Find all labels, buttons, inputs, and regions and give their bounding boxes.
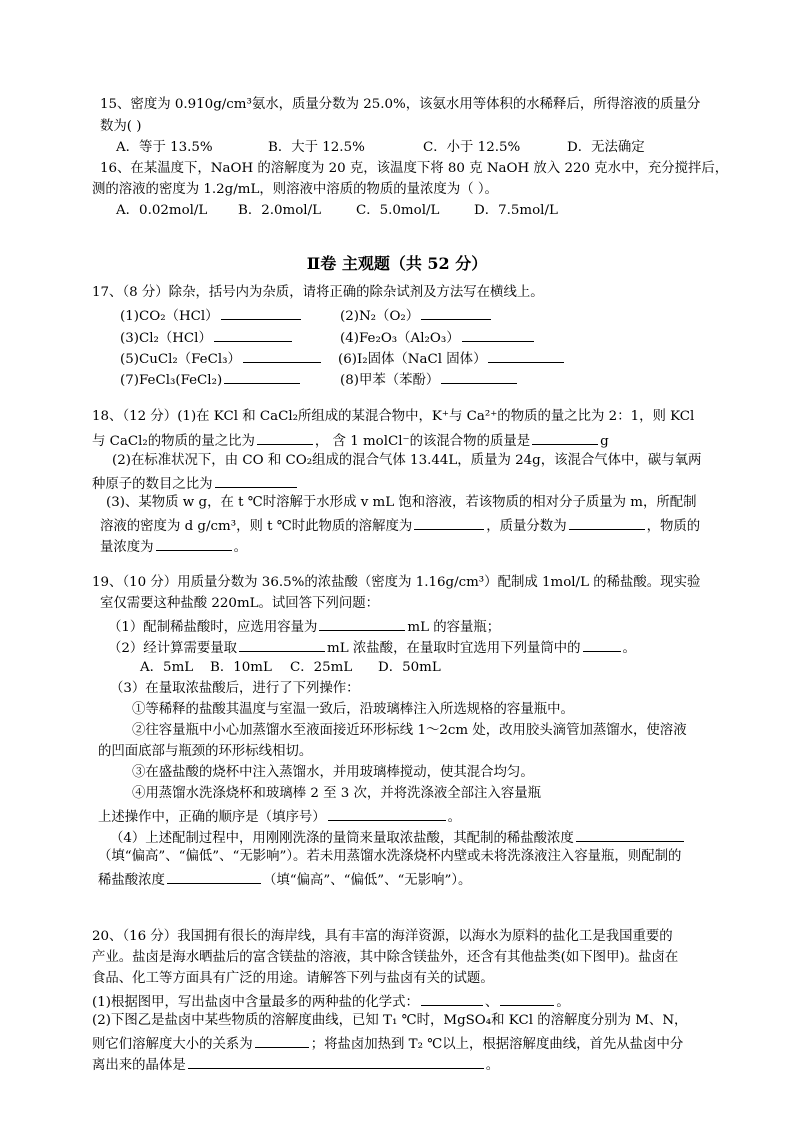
q18-line2-unit: g: [600, 434, 609, 449]
q19-option-b: B．10mL: [210, 660, 272, 675]
q17-item-1-label: (1)CO₂（HCl）: [120, 309, 219, 324]
q19-sub2: [108, 637, 636, 658]
q20-salt1-blank[interactable]: [421, 991, 483, 1006]
q18-line7-text: 量浓度为: [100, 540, 154, 555]
q19-line1: 19、（10 分）用质量分数为 36.5%的浓盐酸（密度为 1.16g/cm³）配制成 1mol/L 的稀盐酸。现实验: [92, 575, 701, 590]
q17-item-4-label: (4)Fe₂O₃（Al₂O₃）: [340, 331, 460, 346]
q17-intro: 17、（8 分）除杂，括号内为杂质，请将正确的除杂试剂及方法写在横线上。: [92, 285, 544, 300]
q19-step-2a: ②往容量瓶中小心加蒸馏水至液面接近环形标线 1～2cm 处，改用胶头滴管加蒸馏水，使溶液: [132, 723, 687, 738]
q17-item-3-label: (3)Cl₂（HCl）: [120, 331, 212, 346]
q20-line4-sep: 、: [484, 995, 499, 1010]
q19-sub4c: [98, 869, 471, 890]
q19-sub4c-text: 稀盐酸浓度: [98, 873, 165, 888]
q18-line3: (2)在标准状况下，由 CO 和 CO₂组成的混合气体 13.44L，质量为 24g，该混合气体中，碳与氧两: [112, 453, 702, 468]
q19-sub1: [108, 616, 500, 637]
q19-effect2-blank[interactable]: [167, 869, 261, 884]
q18-line2-text-a: 与 CaCl₂的物质的量之比为: [92, 434, 255, 449]
q18-line6: [100, 515, 700, 536]
q18-mass-blank[interactable]: [532, 430, 598, 445]
q17-item-7: [120, 369, 302, 390]
q18-ratio-blank[interactable]: [257, 430, 313, 445]
q19-order: [98, 806, 461, 827]
q16-option-b: B．2.0mol/L: [238, 203, 321, 218]
q19-line2: 室仅需要这种盐酸 220mL。试回答下列问题：: [100, 596, 380, 611]
q16-option-a: A．0.02mol/L: [116, 203, 208, 218]
q18-line1: 18、（12 分）(1)在 KCl 和 CaCl₂所组成的某混合物中，K⁺与 Ca²⁺的物质的量之比为 2：1，则 KCl: [92, 409, 695, 424]
q18-solubility-blank[interactable]: [414, 515, 484, 530]
q19-order-text: 上述操作中，正确的顺序是（填序号）: [98, 810, 326, 825]
q20-line1: 20、（16 分）我国拥有很长的海岸线，具有丰富的海洋资源，以海水为原料的盐化工是我国重要的: [92, 929, 673, 944]
q18-line7-end: 。: [233, 540, 247, 555]
q17-item-8: [340, 369, 519, 390]
q20-line3: 食品、化工等方面具有广泛的用途。请解答下列与盐卤有关的试题。: [92, 971, 494, 986]
q16-stem-line1: 16、在某温度下，NaOH 的溶解度为 20 克，该温度下将 80 克 NaOH 放入 220 克水中，充分搅拌后，: [100, 161, 729, 176]
q16-option-c: C．5.0mol/L: [356, 203, 440, 218]
q16-stem-line2: 测的溶液的密度为 1.2g/mL，则溶液中溶质的物质的量浓度为（ ）。: [92, 182, 498, 197]
q20-line7-text: 离出来的晶体是: [92, 1058, 186, 1073]
q19-sub4a: [110, 827, 686, 848]
q17-item-2: [340, 305, 493, 326]
q19-step-1: ①等稀释的盐酸其温度与室温一致后，沿玻璃棒注入所选规格的容量瓶中。: [132, 702, 574, 717]
q18-line2-text-b: ， 含 1 molCl⁻的该混合物的质量是: [314, 434, 531, 449]
q19-acid-volume-blank[interactable]: [239, 637, 325, 652]
q19-step-4: ④用蒸馏水洗涤烧杯和玻璃棒 2 至 3 次，并将洗涤液全部注入容量瓶: [132, 786, 542, 801]
q17-item-6-label: (6)I₂固体（NaCl 固体）: [338, 352, 487, 367]
q15-option-b: B．大于 12.5%: [268, 140, 365, 155]
q18-line5: (3)、某物质 w g，在 t ℃时溶解于水形成 v mL 饱和溶液，若该物质的相对分子质量为 m，所配制: [106, 495, 697, 510]
q17-item-8-label: (8)甲苯（苯酚）: [340, 373, 440, 388]
q17-item-1-blank[interactable]: [221, 305, 301, 320]
q19-effect1-blank[interactable]: [576, 827, 684, 842]
q20-line7: [92, 1054, 499, 1075]
q18-line6-text-c: ，物质的: [646, 519, 701, 534]
q17-item-5-label: (5)CuCl₂（FeCl₃）: [120, 352, 241, 367]
q18-line2: [92, 430, 609, 451]
q15-option-a: A．等于 13.5%: [116, 140, 213, 155]
q17-item-8-blank[interactable]: [441, 369, 517, 384]
q18-concentration-blank[interactable]: [156, 536, 232, 551]
q18-atom-ratio-blank[interactable]: [215, 473, 297, 488]
q20-line5: (2)下图乙是盐卤中某些物质的溶解度曲线，已知 T₁ ℃时，MgSO₄和 KCl 的溶解度分别为 M、N，: [92, 1013, 688, 1028]
q20-crystal-blank[interactable]: [188, 1054, 484, 1069]
q19-option-a: A．5mL: [140, 660, 194, 675]
section-title: Ⅱ卷 主观题（共 52 分）: [306, 254, 488, 273]
q17-item-3-blank[interactable]: [214, 327, 292, 342]
q19-sub3: （3）在量取浓盐酸后，进行了下列操作：: [110, 681, 360, 696]
q20-line7-end: 。: [485, 1058, 500, 1073]
q19-option-c: C．25mL: [290, 660, 353, 675]
q19-sub2-text-a: （2）经计算需要量取: [108, 641, 238, 656]
q19-sub4-text: （4）上述配制过程中，用刚刚洗涤的量筒来量取浓盐酸，其配制的稀盐酸浓度: [110, 831, 574, 846]
q15-stem-line2: 数为( ): [100, 119, 142, 134]
q15-option-d: D．无法确定: [567, 140, 645, 155]
q17-item-6: [338, 348, 566, 369]
q18-line6-text-b: ，质量分数为: [486, 519, 567, 534]
q20-line6: [92, 1033, 683, 1054]
q18-mass-fraction-blank[interactable]: [569, 515, 645, 530]
q19-step-2b: 的凹面底部与瓶颈的环形标线相切。: [98, 744, 313, 759]
q20-line4-end: 。: [556, 995, 570, 1010]
q15-stem-line1: 15、密度为 0.910g/cm³氨水，质量分数为 25.0%，该氨水用等体积的水稀释后，所得溶液的质量分: [100, 97, 701, 112]
q19-sub2-text-b: mL 浓盐酸，在量取时宜选用下列量筒中的: [327, 641, 581, 656]
q17-item-4: [340, 327, 536, 348]
q19-sub4b: （填“偏高”、“偏低”、“无影响”）。若未用蒸馏水洗涤烧杯内壁或未将洗涤液注入容量瓶，则配制的: [98, 849, 682, 864]
q17-item-4-blank[interactable]: [462, 327, 534, 342]
q19-sub1-text-b: mL 的容量瓶；: [407, 620, 501, 635]
q20-line4: [92, 991, 570, 1012]
q16-option-d: D．7.5mol/L: [474, 203, 558, 218]
q17-item-7-label: (7)FeCl₃(FeCl₂): [120, 373, 223, 388]
q19-sub2-end: 。: [622, 641, 636, 656]
q19-sub1-text-a: （1）配制稀盐酸时，应选用容量为: [108, 620, 318, 635]
q19-option-d: D．50mL: [378, 660, 441, 675]
q17-item-2-blank[interactable]: [421, 305, 491, 320]
q18-line7: [100, 536, 247, 557]
q17-item-7-blank[interactable]: [224, 369, 300, 384]
q15-option-c: C．小于 12.5%: [423, 140, 521, 155]
q18-line4: [92, 473, 299, 494]
q19-volume-blank[interactable]: [319, 616, 405, 631]
q17-item-3: [120, 327, 294, 348]
q20-relation-blank[interactable]: [255, 1033, 309, 1048]
q18-line6-text-a: 溶液的密度为 d g/cm³，则 t ℃时此物质的溶解度为: [100, 519, 413, 534]
q20-line4-text: (1)根据图甲，写出盐卤中含量最多的两种盐的化学式：: [92, 995, 419, 1010]
q17-item-5-blank[interactable]: [243, 348, 321, 363]
q17-item-2-label: (2)N₂（O₂）: [340, 309, 420, 324]
q17-item-6-blank[interactable]: [488, 348, 564, 363]
q19-order-end: 。: [447, 810, 462, 825]
q17-item-5: [120, 348, 323, 369]
q20-line6-text-b: ；将盐卤加热到 T₂ ℃以上，根据溶解度曲线，首先从盐卤中分: [310, 1037, 684, 1052]
q17-item-1: [120, 305, 303, 326]
q19-order-blank[interactable]: [328, 806, 446, 821]
q18-line4-text: 种原子的数目之比为: [92, 477, 213, 492]
q19-cylinder-blank[interactable]: [583, 637, 621, 652]
q20-line2: 产业。盐卤是海水晒盐后的富含镁盐的溶液，其中除含镁盐外，还含有其他盐类(如下图甲)。盐卤在: [92, 950, 679, 965]
q19-step-3: ③在盛盐酸的烧杯中注入蒸馏水，并用玻璃棒搅动，使其混合均匀。: [132, 765, 534, 780]
q20-line6-text-a: 则它们溶解度大小的关系为: [92, 1037, 253, 1052]
q20-salt2-blank[interactable]: [500, 991, 554, 1006]
q19-sub4c-end: （填“偏高”、“偏低”、“无影响”）。: [262, 873, 472, 888]
